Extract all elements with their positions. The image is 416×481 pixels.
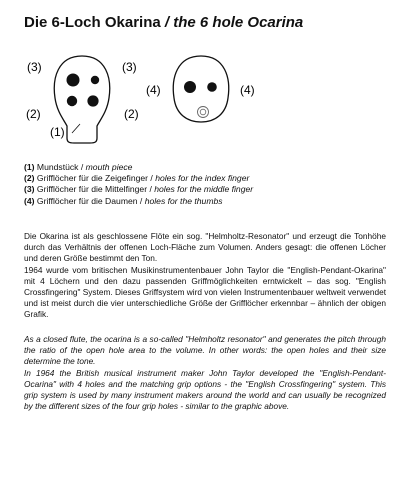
- german-paragraph-1: Die Okarina ist als geschlossene Flöte ein sog. "Helmholtz-Resonator" und erzeugt die Tonhöhe durch das Verhältnis der offenen Loch-Fläche zum Volumen. Anders gesagt: die offenen Löcher und deren Größe bestimmt den Ton.: [24, 231, 386, 264]
- label-1: (1): [50, 125, 65, 139]
- legend-english: holes for the thumbs: [144, 195, 223, 206]
- label-4-left: (4): [146, 83, 161, 97]
- legend-number: (1): [24, 162, 35, 172]
- legend-english: holes for the index finger: [155, 173, 250, 184]
- ocarina-back-view: [146, 56, 255, 122]
- legend: [24, 162, 253, 207]
- legend-german: Grifflöcher für die Daumen: [36, 195, 138, 206]
- legend-item: (3) Grifflöcher für die Mittelfinger / holes for the middle finger: [24, 184, 254, 195]
- legend-german: Mundstück: [36, 162, 79, 172]
- legend-number: (3): [24, 184, 35, 195]
- label-4-right: (4): [240, 83, 255, 97]
- ocarina-back-body: [173, 56, 228, 122]
- thumb-hole-left: [184, 81, 196, 93]
- middle-finger-hole-left: [67, 96, 77, 106]
- english-paragraph-2: In 1964 the British musical instrument maker John Taylor developed the "English-Pendant-Ocarina" with 4 holes and the matching grip options - the "English Crossfingering" system. This grip system is used by many instrument makers around the world and can usually be recognized by the different sizes of the four grip holes - similar to the graphic above.: [24, 367, 386, 412]
- english-paragraph-1: As a closed flute, the ocarina is a so-called "Helmholtz resonator" and generates the pitch through the ratio of the open hole area to the volume. In other words: the open holes and their size determine the tone.: [24, 334, 386, 367]
- windway-inner: [200, 109, 206, 115]
- index-finger-hole-right: [91, 76, 99, 84]
- title-english: the 6 hole Ocarina: [173, 14, 304, 31]
- ocarina-front-view: [26, 56, 139, 143]
- ocarina-diagram: [0, 46, 416, 150]
- windway-outer: [198, 107, 209, 118]
- thumb-hole-right: [207, 82, 217, 92]
- label-3-left: (3): [27, 60, 42, 74]
- title-separator: /: [160, 14, 174, 31]
- legend-item: (1) Mundstück / mouth piece: [24, 162, 133, 172]
- legend-german: Grifflöcher für die Zeigefinger: [36, 173, 149, 184]
- legend-item: (4) Grifflöcher für die Daumen / holes for the thumbs: [24, 195, 223, 206]
- index-finger-hole-left: [67, 74, 80, 87]
- legend-english: holes for the middle finger: [154, 184, 254, 195]
- middle-finger-hole-right: [87, 95, 98, 106]
- legend-number: (4): [24, 195, 35, 206]
- german-description: [24, 231, 386, 321]
- label-2-left: (2): [26, 107, 41, 121]
- legend-german: Grifflöcher für die Mittelfinger: [36, 184, 148, 195]
- title-german: Die 6-Loch Okarina: [24, 14, 161, 31]
- legend-number: (2): [24, 173, 35, 184]
- german-paragraph-2: 1964 wurde vom britischen Musikinstrumentenbauer John Taylor die "English-Pendant-Okarina" mit 4 Löchern und den dazu passenden Griffmöglichkeiten erntwickelt – das sog. "English Crossfingering" System. Dieses Griffsystem wird von vielen Instrumentenbauer weltweit verwendet und ist meist durch die vier unterschiedliche Größe der Grifflöcher erkennbar – ähnlich der obigen Grafik.: [24, 264, 387, 320]
- english-description: [24, 334, 386, 412]
- legend-english: mouth piece: [85, 162, 133, 172]
- label-3-right: (3): [122, 60, 137, 74]
- page-title: [24, 14, 303, 31]
- label-2-right: (2): [124, 107, 139, 121]
- legend-item: (2) Grifflöcher für die Zeigefinger / holes for the index finger: [24, 173, 250, 184]
- mouthpiece-pointer: [72, 124, 80, 133]
